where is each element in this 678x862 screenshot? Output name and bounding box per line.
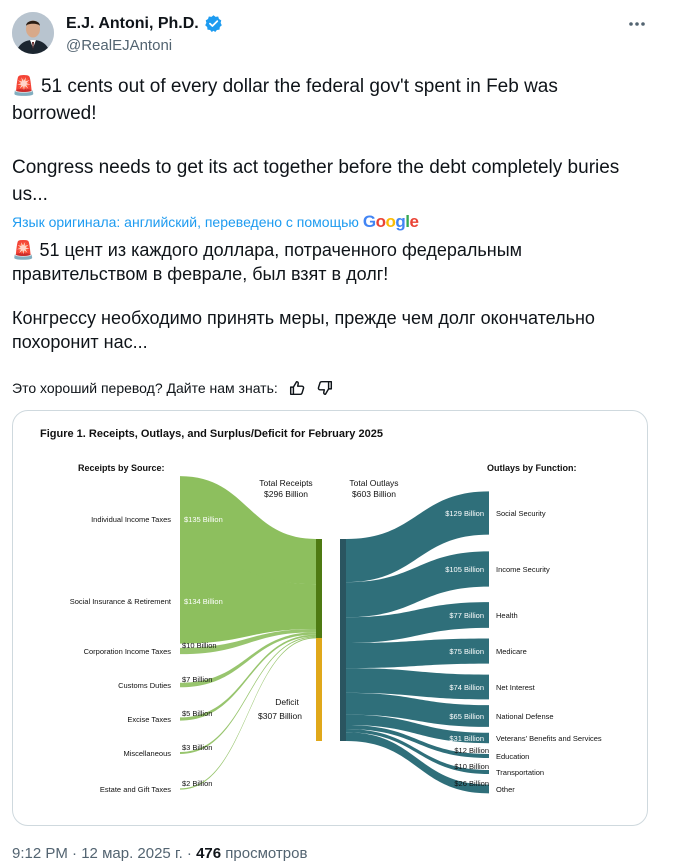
total-outlays-label: Total Outlays [349, 478, 399, 488]
receipt-value-estate-and-gift-taxes: $2 Billion [182, 779, 213, 788]
outlay-name-medicare: Medicare [496, 647, 527, 656]
total-outlays-value: $603 Billion [352, 489, 396, 499]
outlay-value-education: $12 Billion [454, 746, 489, 755]
translation-line-4: похоронит нас... [12, 332, 148, 352]
receipts-heading: Receipts by Source: [78, 463, 165, 473]
outlay-value-national-defense: $65 Billion [449, 712, 484, 721]
thumbs-up-icon[interactable] [288, 379, 306, 397]
outlays-heading: Outlays by Function: [487, 463, 577, 473]
chart-image[interactable] [12, 410, 648, 826]
receipt-name-miscellaneous: Miscellaneous [123, 749, 171, 758]
translation-line-2: правительством в феврале, был взят в долг! [12, 264, 389, 284]
receipt-value-miscellaneous: $3 Billion [182, 743, 213, 752]
receipt-value-customs-duties: $7 Billion [182, 675, 213, 684]
receipt-name-individual-income-taxes: Individual Income Taxes [91, 515, 171, 524]
avatar[interactable] [12, 12, 54, 54]
views-label: просмотров [225, 845, 308, 862]
receipt-name-corporation-income-taxes: Corporation Income Taxes [83, 647, 171, 656]
verified-badge-icon [204, 14, 223, 33]
tweet-date[interactable]: 12 мар. 2025 г. [81, 845, 183, 862]
siren-emoji-icon: 🚨 [12, 76, 36, 97]
receipt-value-individual-income-taxes: $135 Billion [184, 515, 223, 524]
receipt-flow-miscellaneous [180, 636, 316, 754]
outlays-total-bar [340, 539, 346, 741]
outlay-value-veterans-benefits-and-services: $31 Billion [449, 734, 484, 743]
thumbs-down-icon[interactable] [316, 379, 334, 397]
receipts-total-bar [316, 539, 322, 638]
deficit-label: Deficit [275, 697, 299, 707]
deficit-value: $307 Billion [258, 711, 302, 721]
view-count: 476 [196, 845, 222, 862]
outlay-name-other: Other [496, 785, 515, 794]
outlay-name-veterans-benefits-and-services: Veterans' Benefits and Services [496, 734, 602, 743]
author-handle[interactable]: @RealEJAntoni [66, 37, 173, 54]
tweet-line-1: 🚨 51 cents out of every dollar the federal gov't spent in Feb was [12, 76, 558, 97]
receipt-name-social-insurance-retirement: Social Insurance & Retirement [69, 597, 171, 606]
feedback-prompt: Это хороший перевод? Дайте нам знать: [12, 380, 278, 396]
outlay-name-social-security: Social Security [496, 509, 546, 518]
translation-line-3: Конгрессу необходимо принять меры, прежде чем долг окончательно [12, 308, 595, 328]
translation-feedback [12, 379, 334, 397]
outlay-name-income-security: Income Security [496, 565, 550, 574]
outlay-value-medicare: $75 Billion [449, 647, 484, 656]
translation-line-1: 🚨 51 цент из каждого доллара, потраченного федеральным [12, 240, 523, 260]
translation-source-label[interactable]: Язык оригинала: английский, переведено с помощью Google [12, 212, 419, 231]
receipt-name-estate-and-gift-taxes: Estate and Gift Taxes [99, 785, 171, 794]
receipt-value-excise-taxes: $5 Billion [182, 709, 213, 718]
more-options-icon[interactable] [627, 14, 647, 34]
tweet-time[interactable]: 9:12 PM [12, 845, 68, 862]
outlay-value-other: $26 Billion [454, 779, 489, 788]
outlay-name-net-interest: Net Interest [496, 683, 535, 692]
receipt-name-customs-duties: Customs Duties [118, 681, 171, 690]
total-receipts-label: Total Receipts [259, 478, 313, 488]
tweet-line-3: Congress needs to get its act together before the debt completely buries [12, 157, 620, 178]
author-name-row[interactable] [66, 14, 223, 33]
outlay-name-health: Health [496, 611, 518, 620]
google-logo: Google [362, 212, 419, 231]
tweet-line-2: borrowed! [12, 103, 97, 124]
author-name[interactable]: E.J. Antoni, Ph.D. [66, 14, 199, 32]
receipt-value-corporation-income-taxes: $10 Billion [182, 641, 217, 650]
outlay-value-net-interest: $74 Billion [449, 683, 484, 692]
receipt-name-excise-taxes: Excise Taxes [127, 715, 171, 724]
outlay-name-national-defense: National Defense [496, 712, 554, 721]
outlay-value-social-security: $129 Billion [445, 509, 484, 518]
chart-title: Figure 1. Receipts, Outlays, and Surplus/Deficit for February 2025 [40, 428, 383, 440]
total-receipts-value: $296 Billion [264, 489, 308, 499]
receipt-value-social-insurance-retirement: $134 Billion [184, 597, 223, 606]
outlay-value-income-security: $105 Billion [445, 565, 484, 574]
siren-emoji-icon: 🚨 [12, 240, 35, 260]
outlay-value-transportation: $10 Billion [454, 762, 489, 771]
outlay-name-education: Education [496, 752, 530, 761]
tweet-meta: 9:12 PM · 12 мар. 2025 г. · 476 просмотров [12, 845, 308, 862]
sankey-chart [13, 411, 647, 825]
outlay-value-health: $77 Billion [449, 611, 484, 620]
outlay-name-transportation: Transportation [496, 768, 545, 777]
deficit-bar [316, 638, 322, 741]
tweet-line-4: us... [12, 184, 48, 205]
